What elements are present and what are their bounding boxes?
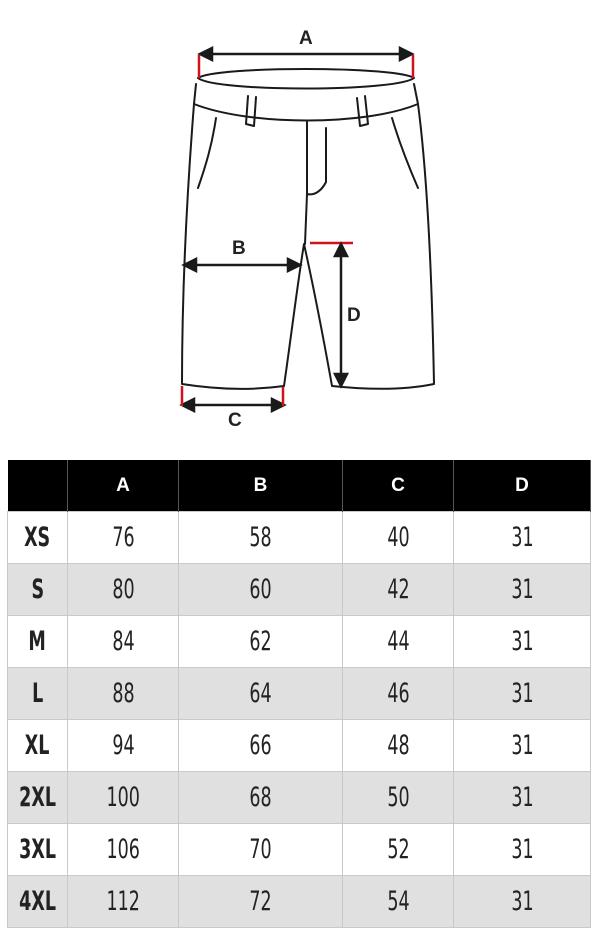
measure-d-cell [454, 616, 591, 668]
table-row [8, 564, 591, 616]
cell-value: 80 [111, 574, 135, 605]
measure-b-cell [179, 876, 343, 928]
measure-b-cell [179, 564, 343, 616]
size-cell [8, 564, 68, 616]
cell-value: 31 [510, 574, 534, 605]
measure-c-cell [343, 720, 454, 772]
measure-b-cell [179, 512, 343, 564]
cell-value: 66 [249, 730, 272, 761]
table-row [8, 720, 591, 772]
measure-d-cell [454, 876, 591, 928]
measure-d-cell [454, 564, 591, 616]
shorts-outline-icon [0, 0, 600, 450]
cell-value: 31 [510, 678, 534, 709]
measure-a-cell [68, 772, 179, 824]
header-b: B [179, 460, 343, 512]
label-c: C [228, 410, 242, 431]
cell-value: 52 [386, 834, 410, 865]
cell-value: 31 [510, 730, 534, 761]
measure-a-cell [68, 824, 179, 876]
cell-value: XS [24, 522, 51, 553]
cell-value: 88 [111, 678, 135, 709]
cell-value: 3XL [19, 834, 56, 865]
header-size [8, 460, 68, 512]
label-a: A [299, 28, 313, 49]
cell-value: 70 [249, 834, 272, 865]
measure-d-arrow-icon [335, 244, 347, 386]
table-row [8, 876, 591, 928]
cell-value: 31 [510, 782, 534, 813]
size-cell [8, 876, 68, 928]
table-row [8, 512, 591, 564]
cell-value: 62 [249, 626, 272, 657]
header-d: D [454, 460, 591, 512]
cell-value: XL [25, 730, 50, 761]
measure-a-cell [68, 564, 179, 616]
cell-value: 42 [386, 574, 410, 605]
measure-b-cell [179, 616, 343, 668]
measure-d-cell [454, 512, 591, 564]
measure-c-cell [343, 616, 454, 668]
cell-value: 76 [111, 522, 135, 553]
cell-value: 31 [510, 626, 534, 657]
measure-a-cell [68, 512, 179, 564]
measure-a-cell [68, 668, 179, 720]
shorts-diagram [0, 0, 600, 450]
measure-b-cell [179, 824, 343, 876]
measure-c-cell [343, 876, 454, 928]
size-cell [8, 824, 68, 876]
cell-value: 72 [249, 886, 272, 917]
measure-d-cell [454, 772, 591, 824]
measure-c-cell [343, 668, 454, 720]
cell-value: 44 [386, 626, 410, 657]
measure-d-cell [454, 720, 591, 772]
measure-a-cell [68, 616, 179, 668]
cell-value: 54 [386, 886, 410, 917]
cell-value: 46 [386, 678, 410, 709]
size-cell [8, 720, 68, 772]
cell-value: M [28, 626, 47, 657]
measure-b-arrow-icon [184, 259, 300, 271]
cell-value: 58 [249, 522, 272, 553]
measure-c-cell [343, 512, 454, 564]
cell-value: 2XL [19, 782, 56, 813]
label-d: D [347, 305, 361, 326]
measure-d-cell [454, 668, 591, 720]
size-cell [8, 616, 68, 668]
measure-b-cell [179, 772, 343, 824]
size-chart-table [7, 460, 591, 928]
cell-value: 100 [106, 782, 140, 813]
size-cell [8, 772, 68, 824]
cell-value: 94 [111, 730, 135, 761]
table-row [8, 772, 591, 824]
cell-value: 31 [510, 834, 534, 865]
measure-b-cell [179, 720, 343, 772]
table-row [8, 616, 591, 668]
cell-value: 40 [386, 522, 410, 553]
measure-a-cell [68, 876, 179, 928]
cell-value: 48 [386, 730, 410, 761]
cell-value: 60 [249, 574, 272, 605]
measure-c-cell [343, 824, 454, 876]
table-row [8, 668, 591, 720]
size-cell [8, 668, 68, 720]
measure-b-cell [179, 668, 343, 720]
cell-value: S [31, 574, 44, 605]
measure-c-cell [343, 772, 454, 824]
cell-value: 112 [106, 886, 140, 917]
cell-value: 64 [249, 678, 272, 709]
table-row [8, 824, 591, 876]
cell-value: 31 [510, 522, 534, 553]
cell-value: 68 [249, 782, 272, 813]
measure-a-cell [68, 720, 179, 772]
cell-value: 31 [510, 886, 534, 917]
cell-value: 106 [106, 834, 140, 865]
cell-value: 84 [111, 626, 135, 657]
measure-d-cell [454, 824, 591, 876]
cell-value: 50 [386, 782, 410, 813]
header-c: C [343, 460, 454, 512]
size-cell [8, 512, 68, 564]
label-b: B [232, 238, 246, 259]
table-header-row [8, 460, 591, 512]
header-a: A [68, 460, 179, 512]
cell-value: 4XL [19, 886, 56, 917]
measure-c-cell [343, 564, 454, 616]
cell-value: L [31, 678, 44, 709]
